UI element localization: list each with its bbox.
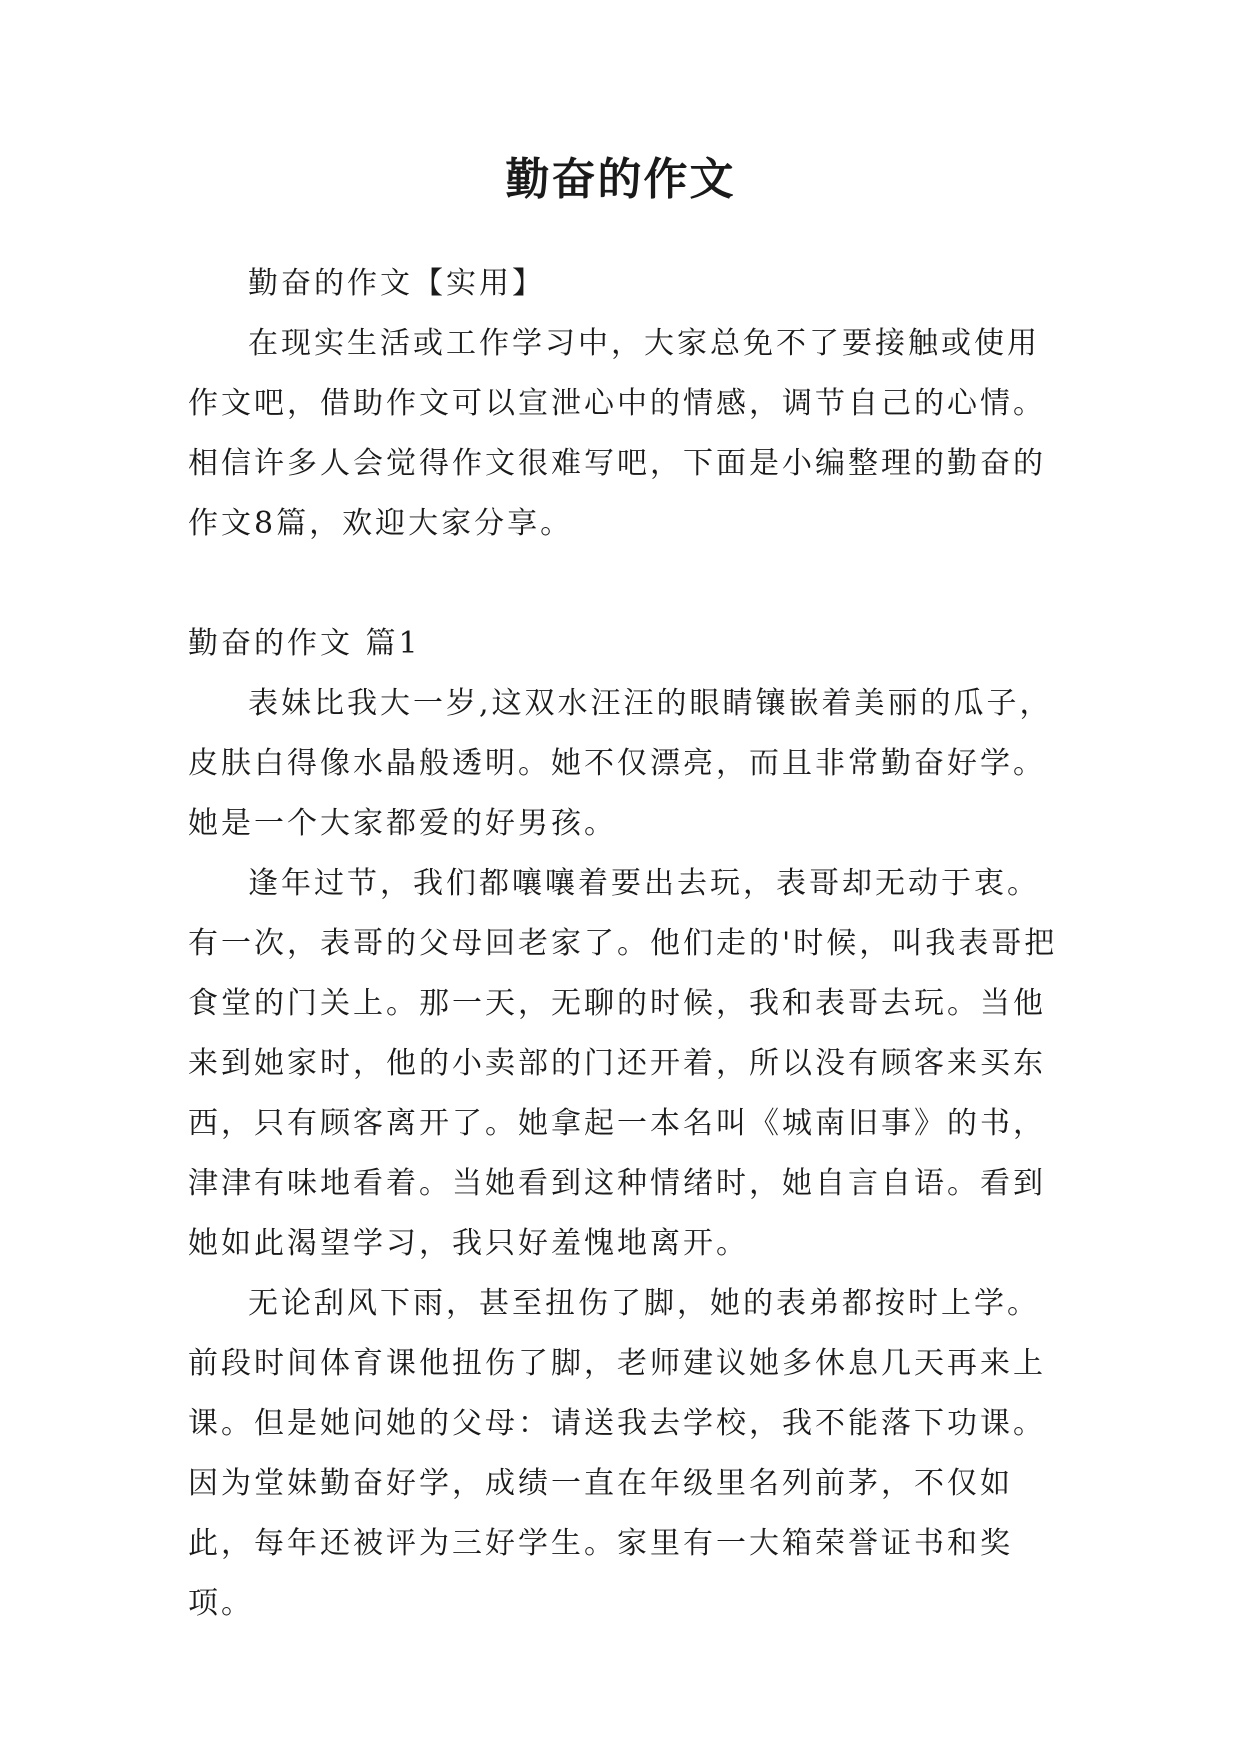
intro-paragraph: 在现实生活或工作学习中，大家总免不了要接触或使用作文吧，借助作文可以宣泄心中的情感，调节自己的心情。相信许多人会觉得作文很难写吧，下面是小编整理的勤奋的作文8篇，欢迎大家分享。 (188, 326, 1046, 541)
body-paragraph-1: 表妹比我大一岁,这双水汪汪的眼睛镶嵌着美丽的瓜子，皮肤白得像水晶般透明。她不仅漂亮，而且非常勤奋好学。她是一个大家都爱的好男孩。 (188, 686, 1053, 841)
document-subtitle: 勤奋的作文【实用】 (248, 266, 545, 301)
section-heading: 勤奋的作文 篇1 (188, 626, 421, 661)
document-title: 勤奋的作文 (505, 154, 736, 205)
body-paragraph-2: 逢年过节，我们都嚷嚷着要出去玩，表哥却无动于衷。有一次，表哥的父母回老家了。他们走的'时候，叫我表哥把食堂的门关上。那一天，无聊的时候，我和表哥去玩。当他来到她家时，他的小卖部的门还开着，所以没有顾客来买东西，只有顾客离开了。她拿起一本名叫《城南旧事》的书，津津有味地看着。当她看到这种情绪时，她自言自语。看到她如此渴望学习，我只好羞愧地离开。 (188, 866, 1058, 1261)
body-paragraph-3: 无论刮风下雨，甚至扭伤了脚，她的表弟都按时上学。前段时间体育课他扭伤了脚，老师建议她多休息几天再来上课。但是她问她的父母：请送我去学校，我不能落下功课。因为堂妹勤奋好学，成绩一直在年级里名列前茅，不仅如此，每年还被评为三好学生。家里有一大箱荣誉证书和奖项。 (188, 1286, 1046, 1621)
document-body (188, 254, 1068, 1634)
